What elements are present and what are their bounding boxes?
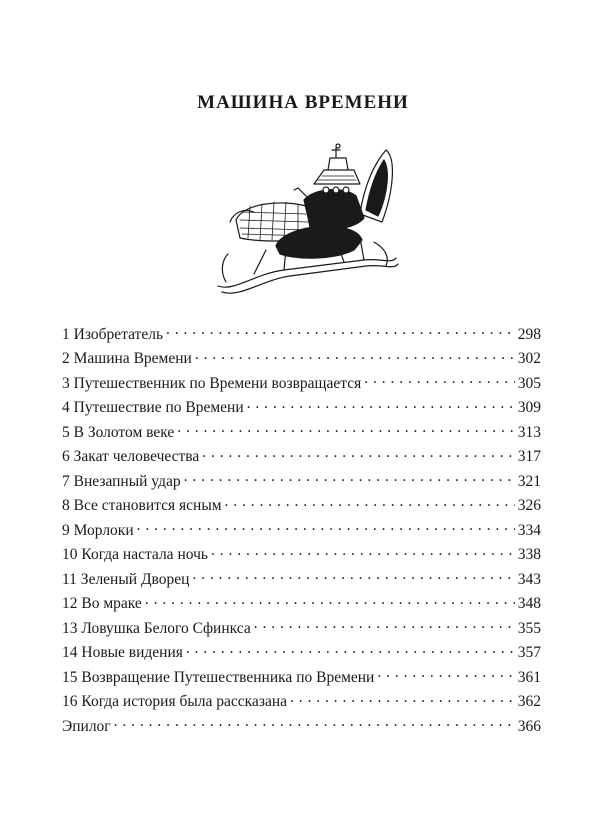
toc-entry-page-number: 362 [517, 693, 541, 710]
toc-entry[interactable] [62, 372, 541, 397]
toc-entry-title: 4 Путешествие по Времени [62, 399, 244, 416]
toc-entry-page-number: 313 [517, 423, 541, 441]
toc-dot-leader [177, 421, 514, 437]
toc-entry-page-number: 317 [517, 448, 541, 465]
toc-entry-title: 1 Изобретатель [62, 325, 164, 343]
toc-entry-page-number: 302 [517, 350, 541, 367]
toc-dot-leader [211, 544, 515, 560]
toc-entry-title: 15 Возвращение Путешественника по Времени [62, 668, 375, 686]
toc-dot-leader [290, 691, 515, 707]
toc-entry-title: 3 Путешественник по Времени возвращается [62, 374, 362, 392]
toc-entry-page-number: 321 [517, 472, 541, 490]
toc-entry-page-number: 305 [517, 374, 541, 392]
toc-entry-title: 6 Закат человечества [62, 448, 200, 465]
toc-entry-page-number: 309 [517, 399, 541, 416]
toc-entry[interactable] [62, 323, 541, 348]
toc-entry[interactable] [62, 544, 541, 569]
toc-entry[interactable] [62, 642, 541, 667]
toc-entry-page-number: 348 [517, 595, 541, 612]
toc-entry-title: 12 Во мраке [62, 595, 142, 612]
toc-entry-title: 8 Все становится ясным [62, 497, 222, 514]
toc-entry-page-number: 326 [517, 497, 541, 514]
toc-entry[interactable] [62, 691, 541, 716]
toc-entry-page-number: 298 [517, 325, 541, 343]
toc-entry[interactable] [62, 421, 541, 446]
toc-entry-page-number: 334 [517, 521, 541, 539]
toc-entry[interactable] [62, 715, 541, 740]
toc-entry[interactable] [62, 519, 541, 544]
toc-entry-page-number: 357 [517, 644, 541, 661]
toc-entry-page-number: 355 [517, 619, 541, 637]
toc-entry[interactable] [62, 568, 541, 593]
toc-entry[interactable] [62, 666, 541, 691]
toc-entry-page-number: 338 [517, 546, 541, 563]
toc-entry-title: Эпилог [62, 717, 111, 735]
toc-entry-page-number: 366 [517, 717, 541, 735]
toc-dot-leader [202, 446, 514, 462]
toc-entry-title: 7 Внезапный удар [62, 472, 181, 490]
toc-entry-title: 16 Когда история была рассказана [62, 693, 287, 710]
toc-dot-leader [195, 348, 515, 364]
toc-dot-leader [192, 568, 514, 584]
toc-dot-leader [364, 372, 515, 388]
toc-entry-page-number: 361 [517, 668, 541, 686]
toc-dot-leader [166, 323, 515, 339]
toc-dot-leader [225, 495, 515, 511]
toc-entry-title: 9 Морлоки [62, 521, 134, 539]
toc-entry[interactable] [62, 495, 541, 520]
toc-entry[interactable] [62, 470, 541, 495]
table-of-contents [62, 323, 541, 740]
toc-dot-leader [247, 397, 515, 413]
toc-entry-title: 5 В Золотом веке [62, 423, 175, 441]
toc-entry-title: 13 Ловушка Белого Сфинкса [62, 619, 251, 637]
page-title: МАШИНА ВРЕМЕНИ [197, 92, 409, 113]
toc-dot-leader [114, 715, 515, 731]
toc-entry-title: 10 Когда настала ночь [62, 546, 208, 563]
toc-dot-leader [184, 470, 515, 486]
toc-entry[interactable] [62, 397, 541, 422]
toc-entry[interactable] [62, 348, 541, 373]
toc-entry-title: 11 Зеленый Дворец [62, 570, 190, 588]
toc-dot-leader [145, 593, 515, 609]
toc-entry-page-number: 343 [517, 570, 541, 588]
toc-dot-leader [186, 642, 515, 658]
toc-entry-title: 14 Новые видения [62, 644, 183, 661]
toc-entry[interactable] [62, 446, 541, 471]
toc-entry-title: 2 Машина Времени [62, 350, 192, 367]
toc-entry[interactable] [62, 617, 541, 642]
time-machine-illustration-icon [214, 142, 400, 302]
toc-dot-leader [137, 519, 515, 535]
toc-dot-leader [254, 617, 515, 633]
toc-dot-leader [377, 666, 514, 682]
toc-entry[interactable] [62, 593, 541, 618]
